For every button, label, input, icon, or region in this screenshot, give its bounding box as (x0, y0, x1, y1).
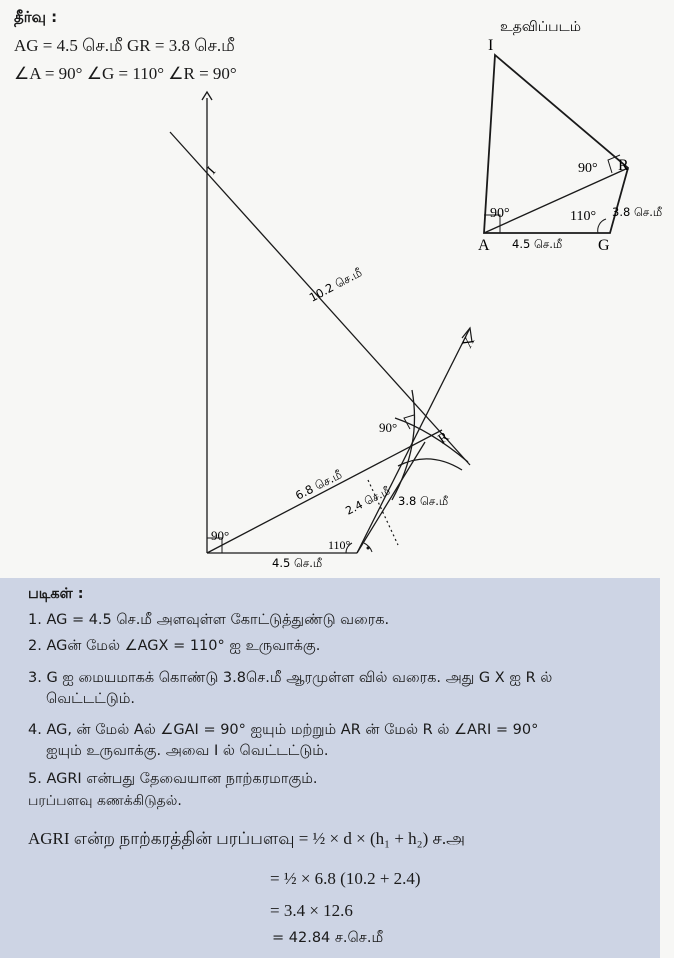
area-formula: AGRI என்ற நாற்கரத்தின் பரப்பளவு = ½ × d × (h₁ + h₂) ச.அ (28, 829, 466, 848)
area-result: = 42.84 ச.செ.மீ (272, 930, 384, 946)
length-3-8: 3.8 செ.மீ (398, 494, 449, 508)
steps-panel (0, 578, 660, 958)
rough-angle-g-arc (598, 219, 606, 233)
rough-angle-a: 90° (490, 206, 510, 221)
area-substitution: = ½ × 6.8 (10.2 + 2.4) (270, 869, 421, 888)
step-3-line-1: 3. G ஐ மையமாகக் கொண்டு 3.8செ.மீ ஆரமுள்ள வில் வரைக. அது G X ஐ R ல் (28, 670, 553, 686)
step-4-line-1: 4. AG, ன் மேல் Aல் ∠GAI = 90° ஐயும் மற்றும் AR ன் மேல் R ல் ∠ARI = 90° (28, 722, 539, 738)
length-10-2: 10.2 செ.மீ (306, 265, 365, 305)
step-5: 5. AGRI என்பது தேவையான நாற்கரமாகும். (28, 771, 318, 787)
step-2: 2. AGன் மேல் ∠AGX = 110° ஐ உருவாக்கு. (28, 638, 321, 654)
ray-gx (357, 328, 470, 553)
angle-label-g: 110° (328, 538, 351, 552)
given-angles: ∠A = 90° ∠G = 110° ∠R = 90° (14, 64, 237, 83)
rough-angle-r: 90° (578, 161, 598, 176)
given-sides: AG = 4.5 செ.மீ GR = 3.8 செ.மீ (14, 36, 235, 55)
rough-side-gr: 3.8 செ.மீ (612, 205, 663, 219)
rough-figure-title: உதவிப்படம் (500, 19, 581, 35)
rough-label-r: R (618, 157, 629, 174)
rough-label-i: I (488, 37, 494, 54)
length-4-5: 4.5 செ.மீ (272, 556, 323, 570)
angle-label-r: 90° (379, 420, 398, 435)
length-2-4: 2.4 செ.மீ (343, 484, 393, 518)
angle-label-a: 90° (211, 528, 230, 543)
area-simplification: = 3.4 × 12.6 (270, 901, 353, 920)
rough-label-g: G (598, 237, 610, 254)
step-3-line-2: வெட்டட்டும். (46, 691, 136, 707)
step-4-line-2: ஐயும் உருவாக்கு. அவை I ல் வெட்டட்டும். (46, 743, 329, 759)
rough-label-a: A (478, 237, 490, 254)
rough-side-ag: 4.5 செ.மீ (512, 237, 563, 251)
steps-heading: படிகள் : (28, 586, 84, 602)
angle-g-dot (367, 547, 370, 550)
rough-angle-g: 110° (570, 209, 597, 224)
length-6-8: 6.8 செ.மீ (293, 467, 345, 503)
step-1: 1. AG = 4.5 செ.மீ அளவுள்ள கோட்டுத்துண்டு வரைக. (28, 612, 390, 628)
rough-diagonal (484, 168, 628, 233)
label-r: R (435, 429, 452, 448)
solution-heading: தீர்வு : (14, 8, 58, 26)
diagonal-ar (207, 430, 442, 553)
label-i: I (204, 164, 220, 178)
label-x: X (460, 334, 479, 351)
area-heading: பரப்பளவு கணக்கிடுதல். (28, 793, 182, 809)
